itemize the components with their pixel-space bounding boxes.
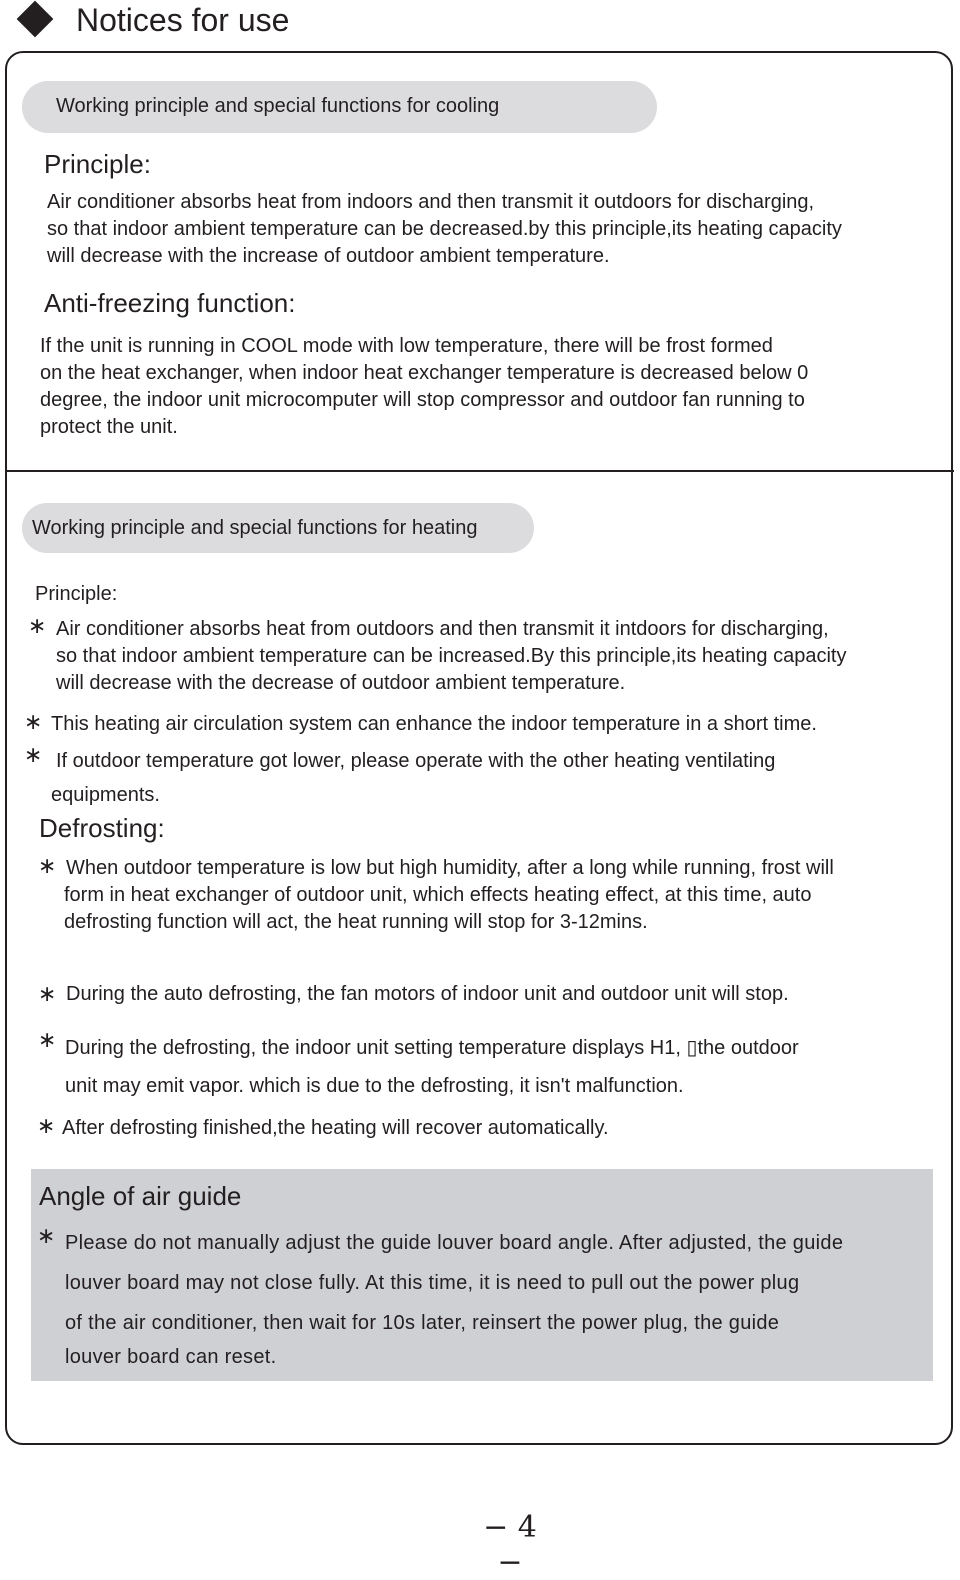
text-line: Air conditioner absorbs heat from indoors and then transmit it outdoors for discharging, xyxy=(47,191,815,213)
asterisk-bullet-icon: ∗ xyxy=(24,710,43,735)
heating-item-3 xyxy=(51,744,776,812)
text-line: so that indoor ambient temperature can be decreased.by this principle,its heating capacity xyxy=(47,218,842,240)
text-line: on the heat exchanger, when indoor heat exchanger temperature is decreased below 0 xyxy=(40,362,809,384)
text-line: Air conditioner absorbs heat from outdoors and then transmit it intdoors for discharging, xyxy=(56,618,829,640)
asterisk-bullet-icon: ∗ xyxy=(38,1028,57,1053)
text-line: unit may emit vapor. which is due to the defrosting, it isn't malfunction. xyxy=(65,1075,684,1097)
page-number: − 4 − xyxy=(483,1510,537,1580)
text-line: of the air conditioner, then wait for 10s later, reinsert the power plug, the guide xyxy=(65,1312,780,1334)
asterisk-bullet-icon: ∗ xyxy=(28,614,47,639)
text-line: If the unit is running in COOL mode with low temperature, there will be frost formed xyxy=(40,335,773,357)
asterisk-bullet-icon: ∗ xyxy=(24,743,43,768)
defrost-item-2: During the auto defrosting, the fan motors of indoor unit and outdoor unit will stop. xyxy=(66,983,789,1005)
antifreeze-heading: Anti-freezing function: xyxy=(44,288,296,318)
heating-principle-heading: Principle: xyxy=(35,583,118,605)
defrost-item-4: After defrosting finished,the heating will recover automatically. xyxy=(62,1117,609,1139)
asterisk-bullet-icon: ∗ xyxy=(37,1114,56,1139)
cooling-principle-text xyxy=(47,189,842,270)
text-line: protect the unit. xyxy=(40,416,178,438)
text-line: When outdoor temperature is low but high humidity, after a long while running, frost will xyxy=(66,857,834,879)
heating-section-label: Working principle and special functions for heating xyxy=(22,503,534,553)
heating-item-2: This heating air circulation system can enhance the indoor temperature in a short time. xyxy=(51,713,817,735)
air-guide-text xyxy=(65,1223,843,1377)
text-line: louver board can reset. xyxy=(65,1346,277,1368)
cooling-principle-heading: Principle: xyxy=(44,149,151,179)
text-line: Please do not manually adjust the guide louver board angle. After adjusted, the guide xyxy=(65,1232,844,1254)
text-line: During the defrosting, the indoor unit setting temperature displays H1, ▯the outdoor xyxy=(65,1037,799,1059)
diamond-bullet-icon xyxy=(17,1,54,38)
text-line: so that indoor ambient temperature can be increased.By this principle,its heating capacity xyxy=(56,645,847,667)
heating-item-1 xyxy=(56,616,846,697)
page-title: Notices for use xyxy=(76,2,290,38)
section-divider xyxy=(6,470,954,472)
text-line: form in heat exchanger of outdoor unit, which effects heating effect, at this time, auto xyxy=(64,884,812,906)
text-line: defrosting function will act, the heat running will stop for 3-12mins. xyxy=(64,911,648,933)
air-guide-heading: Angle of air guide xyxy=(39,1181,242,1211)
text-line: degree, the indoor unit microcomputer will stop compressor and outdoor fan running to xyxy=(40,389,805,411)
text-line: will decrease with the decrease of outdoor ambient temperature. xyxy=(56,672,626,694)
asterisk-bullet-icon: ∗ xyxy=(38,854,57,879)
text-line: equipments. xyxy=(51,784,160,806)
antifreeze-text xyxy=(40,333,808,441)
defrost-item-3 xyxy=(65,1029,799,1105)
asterisk-bullet-icon: ∗ xyxy=(37,1224,56,1249)
text-line: will decrease with the increase of outdoor ambient temperature. xyxy=(47,245,610,267)
text-line: If outdoor temperature got lower, please operate with the other heating ventilating xyxy=(56,750,776,772)
defrost-item-1 xyxy=(66,855,834,936)
cooling-section-label: Working principle and special functions for cooling xyxy=(22,81,657,133)
text-line: louver board may not close fully. At this time, it is need to pull out the power plug xyxy=(65,1272,800,1294)
defrost-heading: Defrosting: xyxy=(39,813,165,843)
asterisk-bullet-icon: ∗ xyxy=(38,982,57,1007)
